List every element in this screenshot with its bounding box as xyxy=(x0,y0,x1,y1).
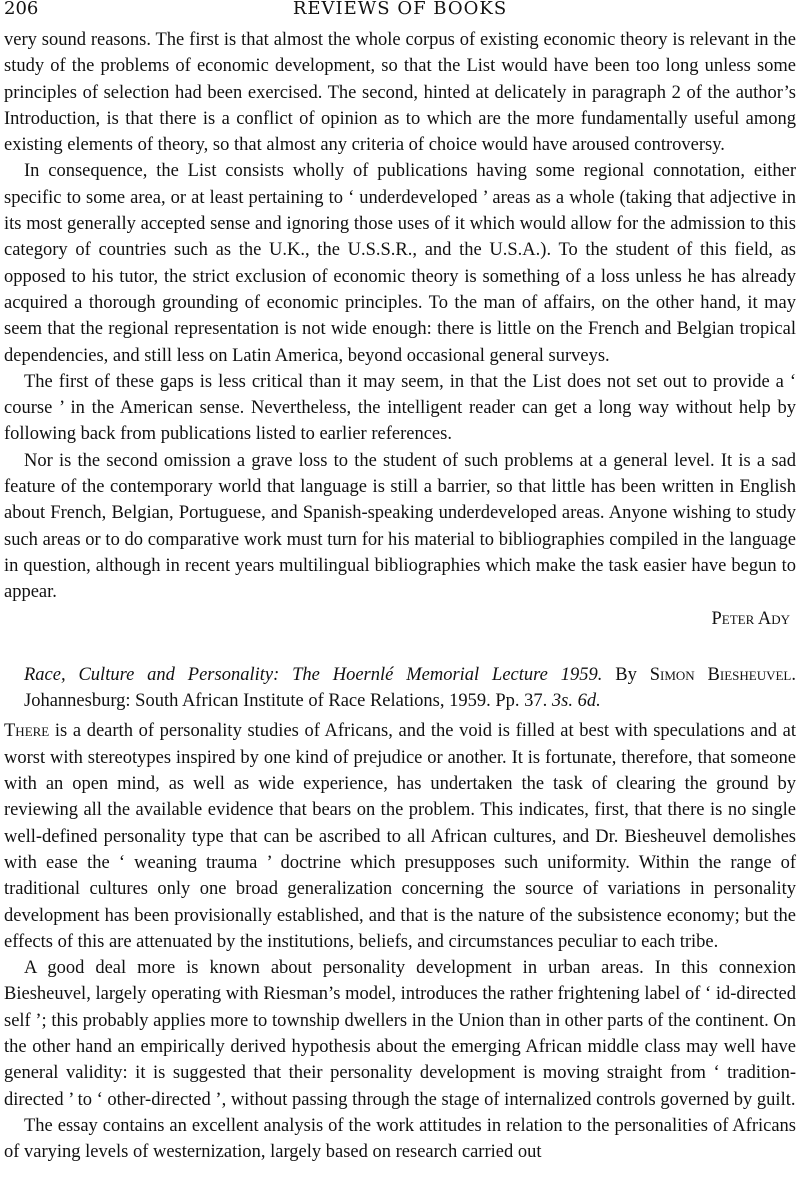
reviewer-signature: Peter Ady xyxy=(711,608,790,629)
review2-paragraph-2: A good deal more is known about personality development in urban areas. In this connexion Biesheuvel, largely operating with Riesman’s model, introduces the rather frightening label of ‘ id-directed self ’; this probably applies more to township dwellers in the Union than in other parts of the continent. On the other hand an empirically derived hypothesis about the emerging African middle class may well have general validity: it is suggested that their personality development is moving straight from ‘ tradition-directed ’ to ‘ other-directed ’, without passing through the stage of internalized controls governed by guilt. xyxy=(4,958,796,1110)
body-text xyxy=(4,27,796,1165)
review2-paragraph-3: The essay contains an excellent analysis of the work attitudes in relation to the personalities of Africans of varying levels of westernization, largely based on research carried out xyxy=(4,1115,796,1163)
review2-heading xyxy=(4,662,796,715)
opening-word: There xyxy=(4,721,50,742)
review1-paragraph-1: very sound reasons. The first is that almost the whole corpus of existing economic theory is relevant in the study of the problems of economic development, so that the List would have been too long unless some principles of selection had been exercised. The second, hinted at delicately in paragraph 2 of the author’s Introduction, is that there is a conflict of opinion as to which are the more fundamentally useful among existing elements of theory, so that almost any criteria of choice would have aroused controversy. xyxy=(4,30,796,156)
by-word: By xyxy=(602,664,650,685)
page-number: 206 xyxy=(4,0,39,19)
book-price: 3s. 6d. xyxy=(551,691,601,712)
review1-paragraph-3: The first of these gaps is less critical than it may seem, in that the List does not set out to provide a ‘ course ’ in the American sense. Nevertheless, the intelligent reader can get a long way without help by following back from publications listed to earlier references. xyxy=(4,371,796,445)
review1-paragraph-4: Nor is the second omission a grave loss to the student of such problems at a general level. It is a sad feature of the contemporary world that language is still a barrier, so that little has been written in English about French, Belgian, Portuguese, and Spanish-speaking underdeveloped areas. Anyone wishing to study such areas or to do comparative work must turn for his material to bibliographies compiled in the language in question, although in recent years multilingual bibliographies which make the task easier have begun to appear. xyxy=(4,450,796,603)
publication-details: Johannesburg: South African Institute of Race Relations, 1959. Pp. 37. xyxy=(24,691,552,712)
review2-paragraph-1-text: is a dearth of personality studies of Africans, and the void is filled at best with speculations and at worst with stereotypes inspired by one kind of prejudice or another. It is fortunate, therefore, that someone with an open mind, as well as wide experience, has undertaken the task of clearing the ground by reviewing all the available evidence that bears on the problem. This indicates, first, that there is no single well-defined personality type that can be ascribed to all African cultures, and Dr. Biesheuvel demolishes with ease the ‘ weaning trauma ’ doctrine which presupposes such uniformity. Within the range of traditional cultures only one broad generalization concerning the source of variations in personality development has been provisionally established, and that is the nature of the subsistence economy; but the effects of this are attenuated by the institutions, beliefs, and circumstances peculiar to each tribe. xyxy=(4,721,796,952)
running-head xyxy=(0,0,800,22)
running-title: REVIEWS OF BOOKS xyxy=(292,0,508,19)
review2-paragraph-1 xyxy=(4,718,796,955)
book-title: Race, Culture and Personality: The Hoernlé Memorial Lecture 1959. xyxy=(24,664,603,685)
book-author: Simon Biesheuvel. xyxy=(649,664,796,685)
section-gap xyxy=(4,632,796,662)
review1-paragraph-2: In consequence, the List consists wholly of publications having some regional connotation, either specific to some area, or at least pertaining to ‘ underdeveloped ’ areas as a whole (taking that adjective in its most generally accepted sense and ignoring those uses of it which would allow for the admission to this category of countries such as the U.K., the U.S.S.R., and the U.S.A.). To the student of this field, as opposed to his tutor, the strict exclusion of economic theory is something of a loss unless he has already acquired a thorough grounding of economic principles. To the man of affairs, on the other hand, it may seem that the regional representation is not wide enough: there is little on the French and Belgian tropical dependencies, and still less on Latin America, beyond occasional general surveys. xyxy=(4,161,796,366)
